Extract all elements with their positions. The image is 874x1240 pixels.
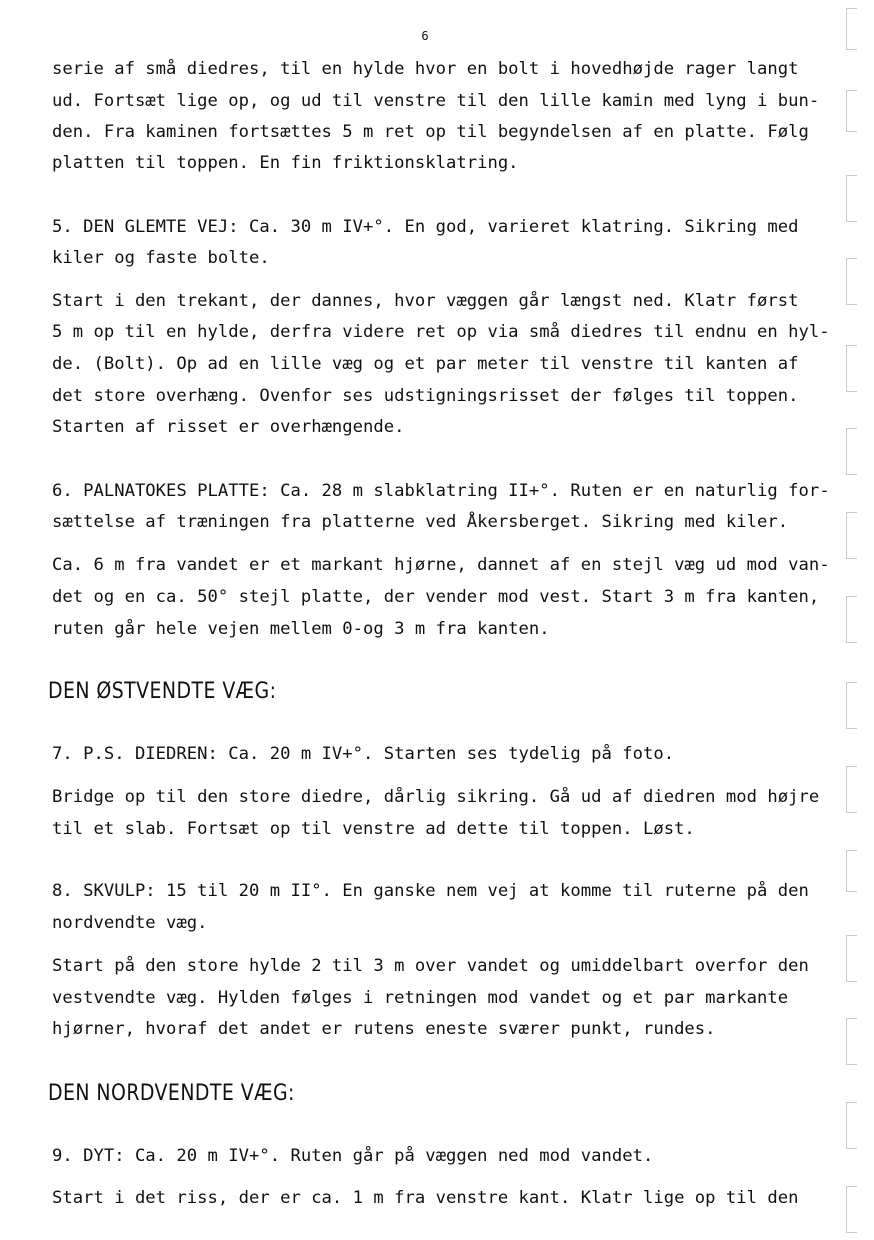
route-title-line: 8. SKVULP: 15 til 20 m II°. En ganske nem vej at komme til ruterne på den: [52, 881, 809, 901]
text-line: nordvendte væg.: [52, 913, 208, 933]
scan-edge-mark: [846, 596, 857, 643]
text-line: 5 m op til en hylde, derfra videre ret op via små diedres til endnu en hyl-: [52, 322, 830, 342]
text-line: Start i den trekant, der dannes, hvor væggen går længst ned. Klatr først: [52, 291, 799, 311]
text-line: Start på den store hylde 2 til 3 m over vandet og umiddelbart overfor den: [52, 956, 809, 976]
route-title-line: 5. DEN GLEMTE VEJ: Ca. 30 m IV+°. En god, varieret klatring. Sikring med: [52, 217, 799, 237]
text-line: det og en ca. 50° stejl platte, der vender mod vest. Start 3 m fra kanten,: [52, 587, 820, 607]
scan-edge-mark: [846, 850, 857, 892]
scan-edge-mark: [846, 935, 857, 982]
scan-edge-mark: [846, 512, 857, 559]
scan-edge-mark: [846, 682, 857, 729]
route-title-line: 9. DYT: Ca. 20 m IV+°. Ruten går på væggen ned mod vandet.: [52, 1146, 654, 1166]
scan-edge-mark: [846, 1102, 857, 1149]
scan-edge-mark: [846, 258, 857, 305]
text-line: Start i det riss, der er ca. 1 m fra venstre kant. Klatr lige op til den: [52, 1188, 799, 1208]
text-line: platten til toppen. En fin friktionsklatring.: [52, 153, 519, 173]
text-line: serie af små diedres, til en hylde hvor en bolt i hovedhøjde rager langt: [52, 59, 799, 79]
text-line: hjørner, hvoraf det andet er rutens eneste sværer punkt, rundes.: [52, 1019, 716, 1039]
scan-edge-mark: [846, 1018, 857, 1065]
route-title-line: 7. P.S. DIEDREN: Ca. 20 m IV+°. Starten ses tydelig på foto.: [52, 744, 675, 764]
text-line: til et slab. Fortsæt op til venstre ad dette til toppen. Løst.: [52, 819, 695, 839]
text-line: kiler og faste bolte.: [52, 248, 270, 268]
text-line: vestvendte væg. Hylden følges i retningen mod vandet og et par markante: [52, 988, 789, 1008]
scan-edge-mark: [846, 428, 857, 475]
scan-edge-mark: [846, 766, 857, 813]
text-line: de. (Bolt). Op ad en lille væg og et par meter til venstre til kanten af: [52, 354, 799, 374]
scan-edge-mark: [846, 8, 857, 50]
section-heading: DEN NORDVENDTE VÆG:: [48, 1081, 295, 1106]
text-line: ruten går hele vejen mellem 0-og 3 m fra kanten.: [52, 619, 550, 639]
text-line: sættelse af træningen fra platterne ved Åkersberget. Sikring med kiler.: [52, 512, 789, 532]
page-number: 6: [421, 29, 429, 43]
text-line: det store overhæng. Ovenfor ses udstigningsrisset der følges til toppen.: [52, 386, 799, 406]
text-line: Ca. 6 m fra vandet er et markant hjørne, dannet af en stejl væg ud mod van-: [52, 555, 830, 575]
text-line: den. Fra kaminen fortsættes 5 m ret op til begyndelsen af en platte. Følg: [52, 122, 809, 142]
text-line: Bridge op til den store diedre, dårlig sikring. Gå ud af diedren mod højre: [52, 787, 820, 807]
scan-edge-mark: [846, 175, 857, 222]
scan-edge-mark: [846, 90, 857, 132]
route-title-line: 6. PALNATOKES PLATTE: Ca. 28 m slabklatring II+°. Ruten er en naturlig for-: [52, 481, 830, 501]
text-line: ud. Fortsæt lige op, og ud til venstre til den lille kamin med lyng i bun-: [52, 91, 820, 111]
scan-edge-mark: [846, 1186, 857, 1233]
section-heading: DEN ØSTVENDTE VÆG:: [48, 679, 277, 704]
text-line: Starten af risset er overhængende.: [52, 417, 405, 437]
scan-edge-mark: [846, 345, 857, 392]
